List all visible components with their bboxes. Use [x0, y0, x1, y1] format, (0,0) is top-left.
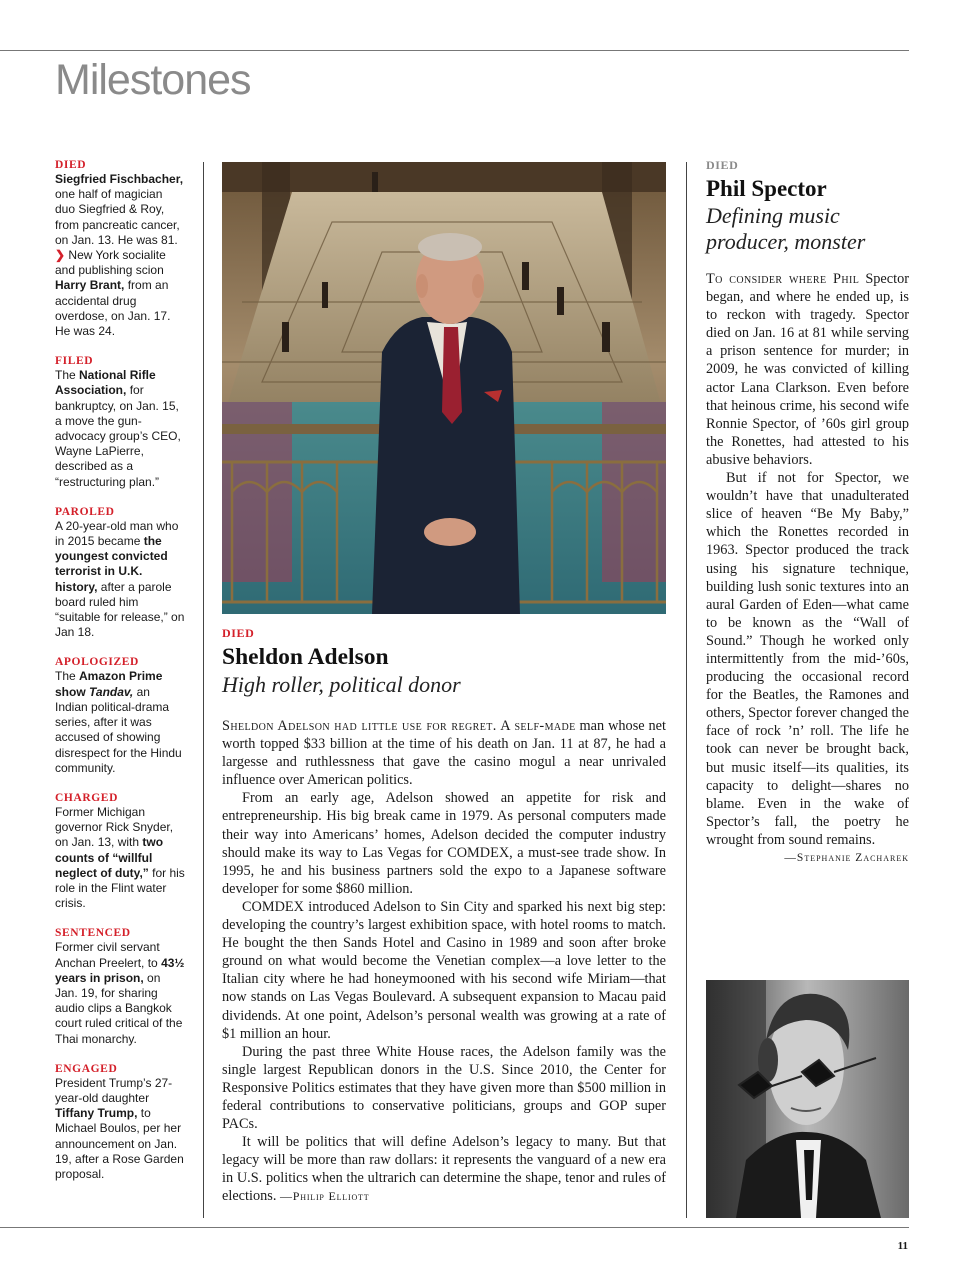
- brief-text: Former Michigan governor Rick Snyder, on Jan. 13, with: [55, 804, 174, 850]
- brief-text: New York socialite and publishing scion: [55, 248, 166, 278]
- brief-category: SENTENCED: [55, 927, 131, 940]
- article-paragraph: Spector began, and where he ended up, is to reckon with tragedy. Spector died on Jan. 16 at 81 while serving a prison sentence for murder; in 2009, he was convicted of killing actor Lana Clarkson. Even before that heinous crime, his second wife Ronnie Spector, of ’60s girl group the Ronettes, had attested to his abusive behaviors.: [706, 271, 910, 468]
- brief-name: National Rifle Association,: [55, 368, 156, 398]
- brief-category: APOLOGIZED: [55, 656, 139, 669]
- article-dek: Defining music producer, monster: [706, 203, 866, 254]
- brief-text: an Indian political-drama series, after it was accused of showing disrespect for the Hindu community.: [55, 684, 182, 775]
- brief-text: for his role in the Flint water crisis.: [55, 865, 185, 911]
- article-headline: Phil Spector: [706, 176, 827, 201]
- article-lead-in: Sheldon Adelson had little use for regret. A self-made: [222, 718, 576, 734]
- brief-name-italic: Tandav,: [89, 684, 134, 699]
- brief-filed: [55, 354, 185, 490]
- brief-name: Harry Brant,: [55, 278, 125, 293]
- bottom-rule: [0, 1227, 909, 1228]
- article-category: DIED: [222, 626, 255, 640]
- article-body: [222, 717, 666, 1206]
- brief-engaged: [55, 1062, 185, 1182]
- brief-text: to Michael Boulos, per her announcement on Jan. 19, after a Rose Garden proposal.: [55, 1106, 184, 1181]
- brief-charged: [55, 791, 185, 911]
- adelson-article: [222, 626, 666, 1206]
- brief-category: CHARGED: [55, 791, 118, 804]
- article-category: DIED: [706, 158, 739, 172]
- article-dek: High roller, political donor: [222, 672, 461, 697]
- milestones-briefs-column: [55, 158, 185, 1197]
- article-body: [706, 270, 909, 867]
- top-rule: [0, 50, 909, 51]
- spector-photo: [706, 980, 909, 1218]
- brief-text: The: [55, 368, 80, 383]
- brief-text: on Jan. 19, for sharing audio clips a Bangkok court ruled critical of the Thai monarchy.: [55, 970, 183, 1046]
- brief-text: for bankruptcy, on Jan. 15, a move the gun-advocacy group’s CEO, Wayne LaPierre, described as a “restructuring plan.”: [55, 383, 181, 489]
- page-title: Milestones: [55, 56, 251, 104]
- brief-sentenced: [55, 926, 185, 1046]
- brief-text: The: [55, 669, 80, 684]
- brief-name: 43½ years in prison,: [55, 955, 185, 985]
- brief-paroled: [55, 505, 185, 641]
- spector-article: [706, 158, 909, 867]
- article-paragraph: During the past three White House races, the Adelson family was the single largest Republican donors in the U.S. Since 2010, the Center for Responsive Politics estimates that they have given more than $500 million in federal contributions to conservative politicians, groups and GOP super PACs.: [222, 1043, 666, 1133]
- brief-category: ENGAGED: [55, 1062, 118, 1075]
- brief-name: two counts of “willful neglect of duty,”: [55, 835, 164, 880]
- brief-name: Amazon Prime show: [55, 669, 163, 699]
- brief-name: Siegfried Fischbacher,: [55, 172, 184, 186]
- chevron-right-icon: ❯: [55, 248, 66, 263]
- column-divider-right: [686, 162, 687, 1218]
- brief-text: Former civil servant Anchan Preelert, to: [55, 940, 162, 970]
- article-paragraph: From an early age, Adelson showed an appetite for risk and entrepreneurship. His big break came in 1979. As personal computers made their way into Americans’ homes, Adelson decided the computer industry should make its way to Las Vegas for COMDEX, a must-see trade show. In 1995, he and his business partners sold the expo to a Japanese software developer for some $860 million.: [222, 790, 666, 897]
- article-byline: —Stephanie Zacharek: [784, 852, 909, 864]
- article-paragraph: It will be politics that will define Adelson’s legacy to many. But that legacy will be more than raw dollars: it represents the vanguard of a new era in U.S. politics when the ultrarich can determine the shape, tenor and rules of elections.: [222, 1134, 666, 1205]
- brief-apologized: [55, 655, 185, 775]
- article-byline: —Philip Elliott: [279, 1189, 370, 1204]
- article-lead-in: To consider where Phil: [706, 271, 860, 287]
- brief-text: one half of magician duo Siegfried & Roy, from pancreatic cancer, on Jan. 13. He was 81.: [55, 187, 180, 247]
- page-number: 11: [897, 1240, 908, 1252]
- brief-died: [55, 158, 185, 339]
- adelson-photo: [222, 162, 666, 614]
- brief-text: President Trump’s 27-year-old daughter: [55, 1075, 173, 1105]
- article-headline: Sheldon Adelson: [222, 644, 389, 670]
- brief-name: the youngest convicted terrorist in U.K. history,: [55, 534, 168, 594]
- article-paragraph: man whose net worth topped $33 billion at the time of his death on Jan. 11 at 87, he had a largesse and ruthlessness that gave the casino mogul a near unrivaled influence over American politics.: [222, 718, 666, 789]
- brief-text: from an accidental drug overdose, on Jan. 17. He was 24.: [55, 278, 171, 339]
- column-divider-left: [203, 162, 204, 1218]
- brief-text: after a parole board ruled him “suitable for release,” on Jan 18.: [55, 579, 185, 640]
- article-paragraph: But if not for Spector, we wouldn’t have that unadulterated slice of heaven “Be My Baby,” which the Ronettes recorded in 1963. Spector produced the track using his signature technique, building lush sonic textures into an aural Garden of Eden—what came to be known as the “Wall of Sound.” Though he worked only intermittently from the mid-’60s, producing the occasional record for the Beatles, the Ramones and others, Spector forever changed the face of rock ’n’ roll. The life he took can never be brought back, but music itself—its qualities, its capacity to delight—shares no blame. Even in the wake of Spector’s fall, the poetry he wrought from sound remains.: [706, 470, 909, 848]
- brief-category: FILED: [55, 355, 94, 368]
- brief-category: DIED: [55, 159, 87, 171]
- brief-name: Tiffany Trump,: [55, 1106, 138, 1121]
- brief-text: A 20-year-old man who in 2015 became: [55, 518, 179, 549]
- article-paragraph: COMDEX introduced Adelson to Sin City and sparked his next big step: developing the country’s largest exhibition space, with hotel rooms to match. He bought the then Sands Hotel and Casino in 1989 and soon after broke ground on what would become the Venetian complex—a love letter to the Italian city where he had honeymooned with his second wife Miriam—that now stands on Las Vegas Boulevard. A subsequent expansion to Macau paid dividends. At one point, Adelson’s personal wealth was growing at a rate of $1 million an hour.: [222, 898, 666, 1042]
- brief-category: PAROLED: [55, 505, 115, 518]
